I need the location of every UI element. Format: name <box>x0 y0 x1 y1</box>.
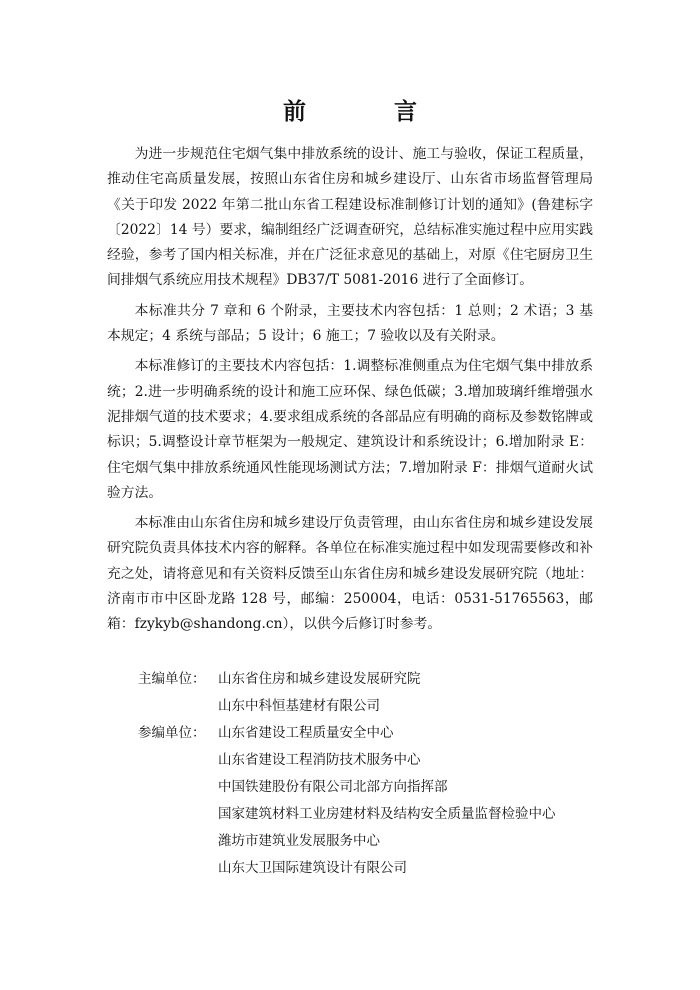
page-title: 前 言 <box>282 99 457 125</box>
participating-unit: 山东大卫国际建筑设计有限公司 <box>218 860 407 876</box>
chief-editor-label: 主编单位： <box>138 671 206 687</box>
participating-unit: 山东省建设工程消防技术服务中心 <box>218 752 421 768</box>
participating-unit: 国家建筑材料工业房建材料及结构安全质量监督检验中心 <box>218 806 556 822</box>
participating-label: 参编单位： <box>138 725 206 741</box>
participating-group <box>138 720 556 882</box>
paragraph: 本标准由山东省住房和城乡建设厅负责管理，由山东省住房和城乡建设发展研究院负责具体技术内容的解释。各单位在标准实施过程中如发现需要修改和补充之处，请将意见和有关资料反馈至山东省住房和城乡建设发展研究院（地址：济南市市中区卧龙路 128 号，邮编：250004，电话：0531-51765563，邮箱：fzykyb@shandong.cn），以供今后修订时参考。 <box>107 515 593 633</box>
chief-editor-list <box>218 666 421 720</box>
paragraph: 本标准修订的主要技术内容包括：1.调整标准侧重点为住宅烟气集中排放系统；2.进一步明确系统的设计和施工应环保、绿色低碳；3.增加玻璃纤维增强水泥排烟气道的技术要求；4.要求组成系统的各部品应有明确的商标及参数铭牌或标识；5.调整设计章节框架为一般规定、建筑设计和系统设计；6.增加附录 E：住宅烟气集中排放系统通风性能现场测试方法；7.增加附录 F：排烟气道耐火试验方法。 <box>107 358 593 501</box>
participating-unit: 山东省建设工程质量安全中心 <box>218 725 394 741</box>
participating-unit: 中国铁建股份有限公司北部方向指挥部 <box>218 779 448 795</box>
participating-unit: 潍坊市建筑业发展服务中心 <box>218 833 380 849</box>
units-section <box>138 666 556 882</box>
chief-editor-group <box>138 666 556 720</box>
chief-editor-unit: 山东省住房和城乡建设发展研究院 <box>218 671 421 687</box>
chief-editor-unit: 山东中科恒基建材有限公司 <box>218 698 380 714</box>
preface-body <box>107 142 593 643</box>
paragraph: 为进一步规范住宅烟气集中排放系统的设计、施工与验收，保证工程质量，推动住宅高质量发展，按照山东省住房和城乡建设厅、山东省市场监督管理局《关于印发 2022 年第二批山东省工程建设标准制修订计划的通知》(鲁建标字〔2022〕14 号）要求，编制组经广泛调查研究，总结标准实施过程中应用实践经验，参考了国内相关标准，并在广泛征求意见的基础上，对原《住宅厨房卫生间排烟气系统应用技术规程》DB37/T 5081-2016 进行了全面修订。 <box>107 146 593 289</box>
paragraph: 本标准共分 7 章和 6 个附录，主要技术内容包括：1 总则；2 术语；3 基本规定；4 系统与部品；5 设计；6 施工；7 验收以及有关附录。 <box>107 302 593 345</box>
participating-list <box>218 720 556 882</box>
